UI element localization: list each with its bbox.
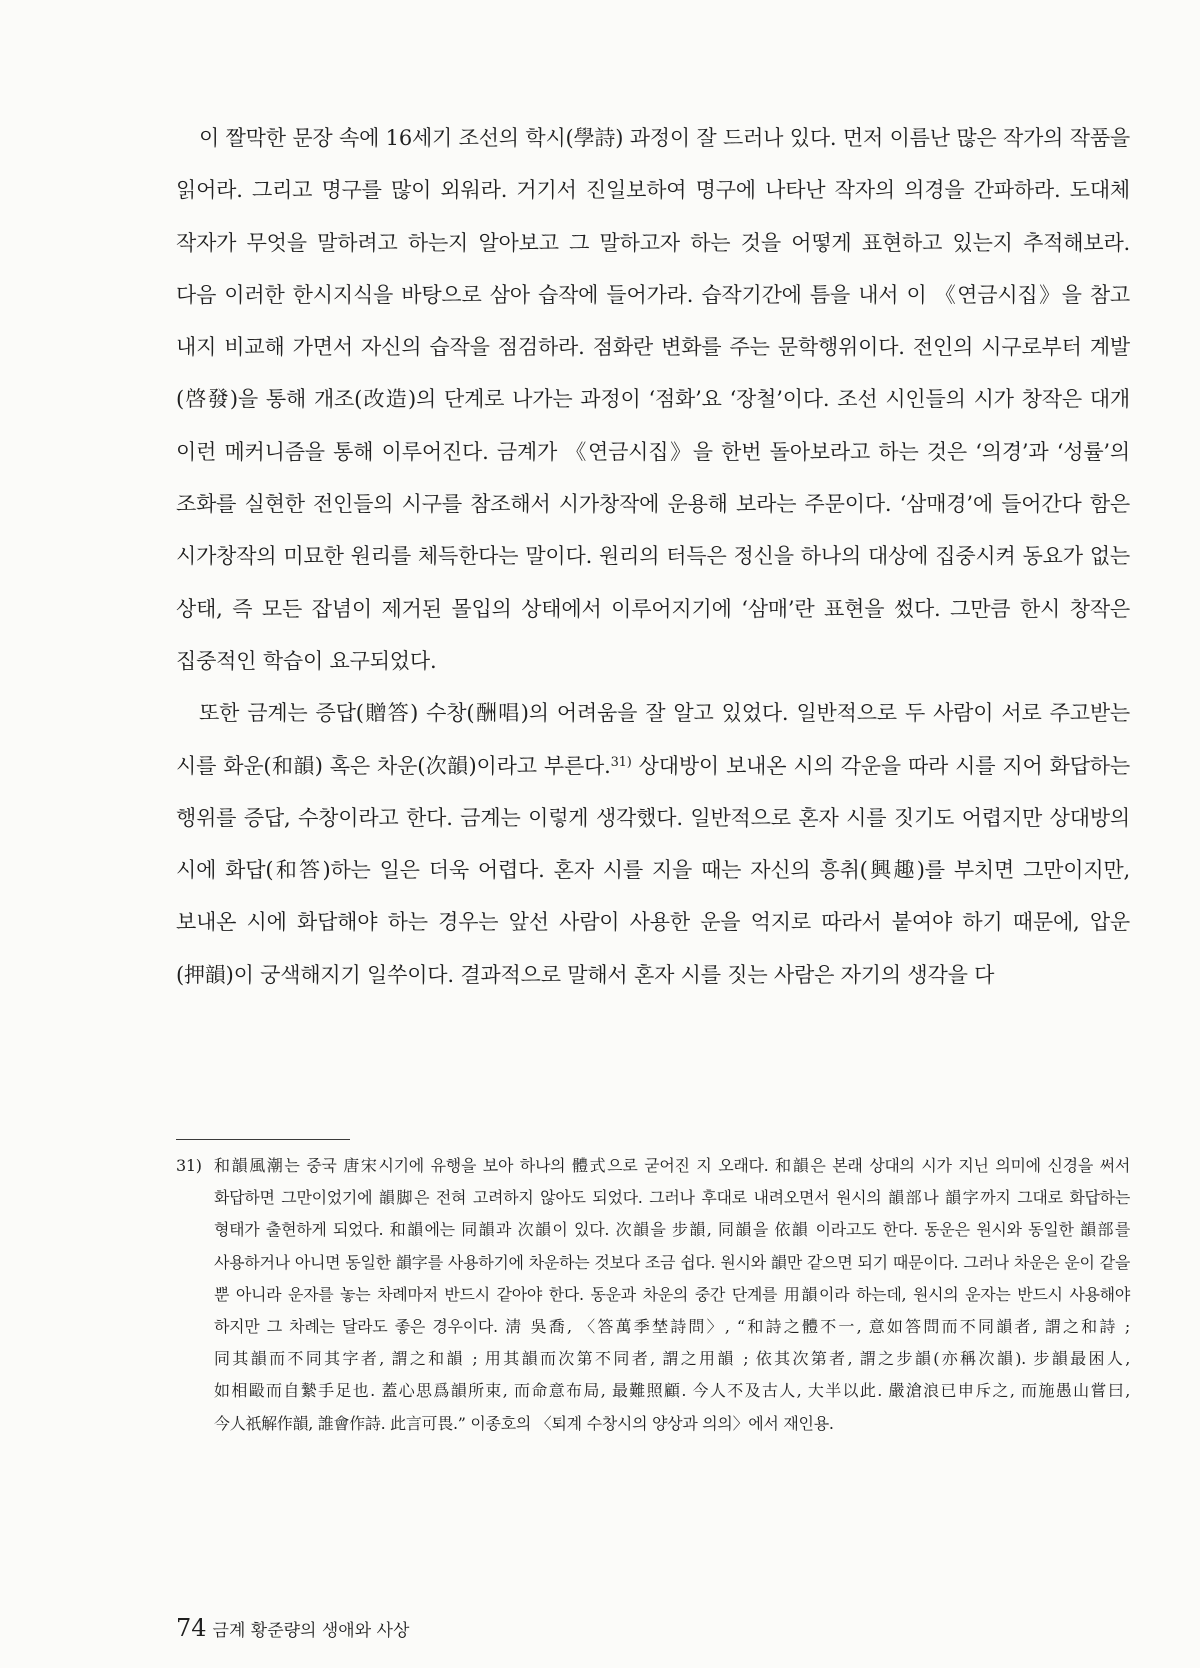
footnote-reference: 31) [610,754,632,770]
paragraph-2-text: 또한 금계는 증답(贈答) 수창(酬唱)의 어려움을 잘 알고 있었다. 일반적으로 두 사람이 서로 주고받는 시를 화운(和韻) 혹은 차운(次韻)이라고 부른다. [176,701,1130,778]
footnote-divider [176,1139,350,1140]
page-footer [176,1614,409,1642]
page-number: 74 [176,1614,207,1642]
paragraph-2 [176,687,1130,1001]
footnote-text: 和韻風潮는 중국 唐宋시기에 유행을 보아 하나의 體式으로 굳어진 지 오래다. 和韻은 본래 상대의 시가 지닌 의미에 신경을 써서 화답하면 그만이었기에 韻脚은 전혀 고려하지 않아도 되었다. 그러나 후대로 내려오면서 원시의 韻部나 韻字까지 그대로 화답하는 형태가 출현하게 되었다. 和韻에는 同韻과 次韻이 있다. 次韻을 步韻, 同韻을 依韻 이라고도 한다. 동운은 원시와 동일한 韻部를 사용하거나 아니면 동일한 韻字를 사용하기에 차운하는 것보다 조금 쉽다. 원시와 韻만 같으면 되기 때문이다. 그러나 차운은 운이 같을 뿐 아니라 운자를 놓는 차례마저 반드시 같아야 한다. 동운과 차운의 중간 단계를 用韻이라 하는데, 원시의 운자는 반드시 사용해야 하지만 그 차례는 달라도 좋은 경우이다. 淸 吳喬, 〈答萬季埜詩問〉, “和詩之體不一, 意如答問而不同韻者, 謂之和詩 ; 同其韻而不同其字者, 謂之和韻 ; 用其韻而次第不同者, 謂之用韻 ; 依其次第者, 謂之步韻(亦稱次韻). 步韻最困人, 如相毆而自縶手足也. 蓋心思爲韻所束, 而命意布局, 最難照顧. 今人不及古人, 大半以此. 嚴滄浪已申斥之, 而施愚山嘗曰, 今人祇解作韻, 誰會作詩. 此言可畏.” 이종호의 〈퇴계 수창시의 양상과 의의〉에서 재인용. [214,1156,1130,1433]
running-title: 금계 황준량의 생애와 사상 [212,1621,410,1641]
footnote [176,1150,1130,1440]
footnote-number: 31) [176,1156,202,1175]
paragraph-2-continued: 상대방이 보내온 시의 각운을 따라 시를 지어 화답하는 행위를 증답, 수창이라고 한다. 금계는 이렇게 생각했다. 일반적으로 혼자 시를 짓기도 어렵지만 상대방의 시에 화답(和答)하는 일은 더욱 어렵다. 혼자 시를 지을 때는 자신의 흥취(興趣)를 부치면 그만이지만, 보내온 시에 화답해야 하는 경우는 앞선 사람이 사용한 운을 억지로 따라서 붙여야 하기 때문에, 압운(押韻)이 궁색해지기 일쑤이다. 결과적으로 말해서 혼자 시를 짓는 사람은 자기의 생각을 다 [176,753,1130,987]
main-text [176,112,1130,1001]
paragraph-1: 이 짤막한 문장 속에 16세기 조선의 학시(學詩) 과정이 잘 드러나 있다. 먼저 이름난 많은 작가의 작품을 읽어라. 그리고 명구를 많이 외워라. 거기서 진일보하여 명구에 나타난 작자의 의경을 간파하라. 도대체 작자가 무엇을 말하려고 하는지 알아보고 그 말하고자 하는 것을 어떻게 표현하고 있는지 추적해보라. 다음 이러한 한시지식을 바탕으로 삼아 습작에 들어가라. 습작기간에 틈을 내서 이 《연금시집》을 참고 내지 비교해 가면서 자신의 습작을 점검하라. 점화란 변화를 주는 문학행위이다. 전인의 시구로부터 계발(啓發)을 통해 개조(改造)의 단계로 나가는 과정이 ‘점화’요 ‘장철’이다. 조선 시인들의 시가 창작은 대개 이런 메커니즘을 통해 이루어진다. 금계가 《연금시집》을 한번 돌아보라고 하는 것은 ‘의경’과 ‘성률’의 조화를 실현한 전인들의 시구를 참조해서 시가창작에 운용해 보라는 주문이다. ‘삼매경’에 들어간다 함은 시가창작의 미묘한 원리를 체득한다는 말이다. 원리의 터득은 정신을 하나의 대상에 집중시켜 동요가 없는 상태, 즉 모든 잡념이 제거된 몰입의 상태에서 이루어지기에 ‘삼매’란 표현을 썼다. 그만큼 한시 창작은 집중적인 학습이 요구되었다. [176,126,1130,673]
